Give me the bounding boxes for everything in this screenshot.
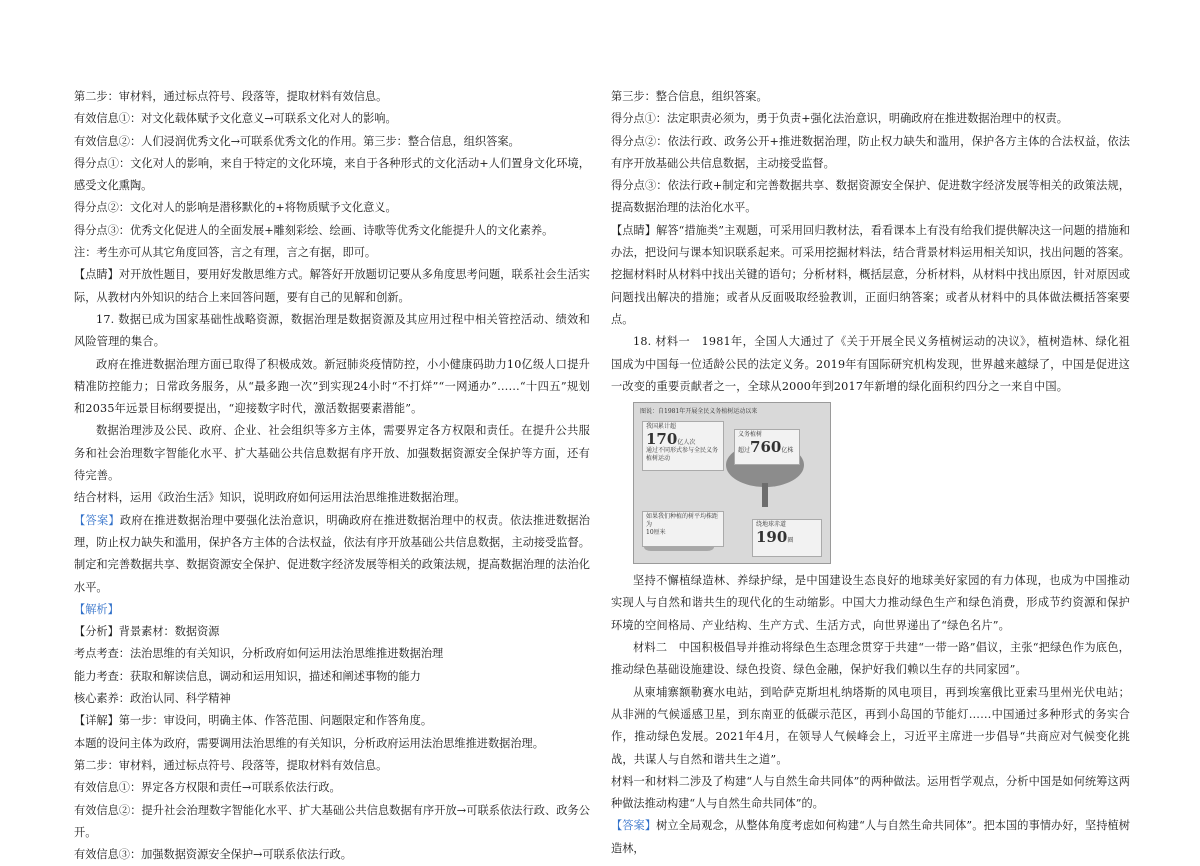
question-17-intro: 17. 数据已成为国家基础性战略资源，数据治理是数据资源及其应用过程中相关管控活动、绩效和风险管理的集合。 [74,312,590,349]
material-paragraph: 坚持不懈植绿造林、养绿护绿，是中国建设生态良好的地球美好家园的有力体现，也成为中国推动实现人与自然和谐共生的现代化的生动缩影。中国大力推动绿色生产和绿色消费，形成节约资源和保护环境的空间格局、产业结构、生产方式、生活方式，向世界递出了“绿色名片”。 [611,574,1130,632]
text-line: 有效信息①：对文化载体赋予文化意义→可联系文化对人的影响。 [74,112,397,126]
text-line: 得分点③：依法行政+制定和完善数据共享、数据资源安全保护、促进数字经济发展等相关的政策法规，提高数据治理的法治化水平。 [611,179,1130,215]
infographic-image [633,402,831,564]
stat-box-trees [734,429,800,465]
text-line: 有效信息②：提升社会治理数字智能化水平、扩大基础公共信息数据有序开放→可联系依法行政、政务公开。 [74,803,590,839]
text-line: 得分点②：依法行政、政务公开+推进数据治理，防止权力缺失和滥用，保护各方主体的合法权益，依法有序开放基础公共信息数据，主动接受监督。 [611,134,1130,170]
answer-label: 【答案】 [611,819,657,833]
stat-unit: 亿株 [781,447,794,455]
stat-unit-prefix: 超过 [738,447,751,455]
stat-unit: 厘米 [653,529,666,537]
tip-paragraph: 【点睛】解答“措施类”主观题，可采用回归教材法，看看课本上有没有给我们提供解决这一问题的措施和办法，把设问与课本知识联系起来。可采用挖掘材料法，结合背景材料运用相关知识，找出问题的答案。挖掘材料时从材料中找出关键的语句；分析材料，概括层意，分析材料，从材料中找出原因，针对原因或问题找出解决的措施；或者从反面吸取经验教训，正面归纳答案；或者从材料中的具体做法概括答案要点。 [611,223,1130,326]
question-18-material-1: 18. 材料一 1981年，全国人大通过了《关于开展全民义务植树运动的决议》，植树造林、绿化祖国成为中国每一位适龄公民的法定义务。2019年有国际研究机构发现，世界越来越绿了，中国是促进这一改变的重要贡献者之一，全球从2000年到2017年新增的绿化面积约四分之一来自中国。 [611,335,1130,393]
text-line: 得分点③：优秀文化促进人的全面发展+雕刻彩绘、绘画、诗歌等优秀文化能提升人的文化素养。 [74,223,554,237]
material-paragraph: 政府在推进数据治理方面已取得了积极成效。新冠肺炎疫情防控，小小健康码助力10亿级人口提升精准防控能力；日常政务服务，从“最多跑一次”到实现24小时“不打烊”“一网通办”……“十四五”规划和2035年远景目标纲要提出，“迎接数字时代，激活数据要素潜能”。 [74,357,590,416]
text-line: 本题的设问主体为政府，需要调用法治思维的有关知识，分析政府运用法治思维推进数据治理。 [74,736,544,750]
left-column [74,86,590,866]
text-line: 得分点①：文化对人的影响，来自于特定的文化环境，来自于各种形式的文化活动+人们置身文化环境，感受文化熏陶。 [74,156,590,193]
text-line: 得分点①：法定职责必须为，勇于负责+强化法治意识，明确政府在推进数据治理中的权责。 [611,112,1068,126]
stat-prefix: 我国累计超 [646,423,677,431]
text-line: 考点考查：法治思维的有关知识，分析政府如何运用法治思维推进数据治理 [74,647,444,661]
stat-prefix: 义务植树 [738,431,763,439]
tree-trunk-illustration [762,483,768,507]
question-18-prompt: 材料一和材料二涉及了构建“人与自然生命共同体”的两种做法。运用哲学观点，分析中国是如何统筹这两种做法推动构建“人与自然生命共同体”的。 [611,774,1130,811]
text-line: 【详解】第一步：审设问，明确主体、作答范围、问题限定和作答角度。 [74,714,433,728]
stat-box-spacing [642,511,724,547]
analysis-label: 【解析】 [74,602,119,616]
stat-desc: 绕地球赤道 [756,521,787,529]
stat-number: 170 [646,430,678,449]
text-line: 第三步：整合信息，组织答案。 [611,90,768,103]
stat-number: 10 [646,529,654,537]
text-line: 第二步：审材料，通过标点符号、段落等，提取材料有效信息。 [74,90,388,103]
answer-text: 树立全局观念，从整体角度考虑如何构建“人与自然生命共同体”。把本国的事情办好，坚持植树造林， [611,819,1130,855]
text-line: 有效信息③：加强数据资源安全保护→可联系依法行政。 [74,848,352,862]
text-line: 【分析】背景素材：数据资源 [74,625,220,639]
stat-number: 190 [756,528,788,547]
stat-number: 760 [750,438,782,457]
text-line: 注：考生亦可从其它角度回答，言之有理，言之有据，即可。 [74,246,377,260]
text-line: 能力考查：获取和解读信息，调动和运用知识，描述和阐述事物的能力 [74,669,421,683]
text-line: 有效信息①：界定各方权限和责任→可联系依法行政。 [74,781,341,795]
stat-box-equator [752,519,822,557]
material-paragraph: 数据治理涉及公民、政府、企业、社会组织等多方主体，需要界定各方权限和责任。在提升公共服务和社会治理数字智能化水平、扩大基础公共信息数据有序开放、加强数据资源安全保护等方面，还有待完善。 [74,424,590,483]
question-17-prompt: 结合材料，运用《政治生活》知识，说明政府如何运用法治思维推进数据治理。 [74,491,466,505]
answer-label: 【答案】 [74,513,120,527]
stat-unit: 亿人次 [677,439,696,447]
stat-desc: 通过不同形式参与全民义务植树运动 [646,447,719,463]
text-line: 得分点②：文化对人的影响是潜移默化的+将物质赋予文化意义。 [74,201,397,215]
material-paragraph: 从柬埔寨额勒赛水电站，到哈萨克斯坦札纳塔斯的风电项目，再到埃塞俄比亚索马里州光伏电站；从非洲的气候遥感卫星，到东南亚的低碳示范区，再到小岛国的节能灯……中国通过多种形式的务实合作，推动绿色发展。2021年4月，在领导人气候峰会上，习近平主席进一步倡导“共商应对气候变化挑战，共谋人与自然和谐共生之道”。 [611,685,1130,766]
right-column [611,86,1130,860]
answer-text: 政府在推进数据治理中要强化法治意识，明确政府在推进数据治理中的权责。依法推进数据治理，防止权力缺失和滥用，保护各方主体的合法权益，依法有序开放基础公共信息数据，主动接受监督。制定和完善数据共享、数据资源安全保护、促进数字经济发展等相关的政策法规，提高数据治理的法治化水平。 [74,513,590,594]
text-line: 核心素养：政治认同、科学精神 [74,692,231,706]
infographic-caption: 图说：自1981年开展全民义务植树运动以来 [640,408,758,416]
answer-paragraph [611,815,1130,860]
stat-box-participants [642,421,724,471]
answer-paragraph [74,510,590,599]
stat-desc: 如果我们种植的树平均株距为 [646,513,719,529]
text-line: 有效信息②：人们浸润优秀文化→可联系优秀文化的作用。第三步：整合信息，组织答案。 [74,134,520,148]
tip-paragraph: 【点睛】对开放性题目，要用好发散思维方式。解答好开放题切记要从多角度思考问题，联系社会生活实际，从教材内外知识的结合上来回答问题，要有自己的见解和创新。 [74,268,590,304]
question-18-material-2: 材料二 中国积极倡导并推动将绿色生态理念贯穿于共建“一带一路”倡议，主张“把绿色作为底色，推动绿色基础设施建设、绿色投资、绿色金融，保护好我们赖以生存的共同家园”。 [611,641,1130,677]
stat-unit: 圈 [787,537,794,545]
text-line: 第二步：审材料，通过标点符号、段落等，提取材料有效信息。 [74,758,388,772]
